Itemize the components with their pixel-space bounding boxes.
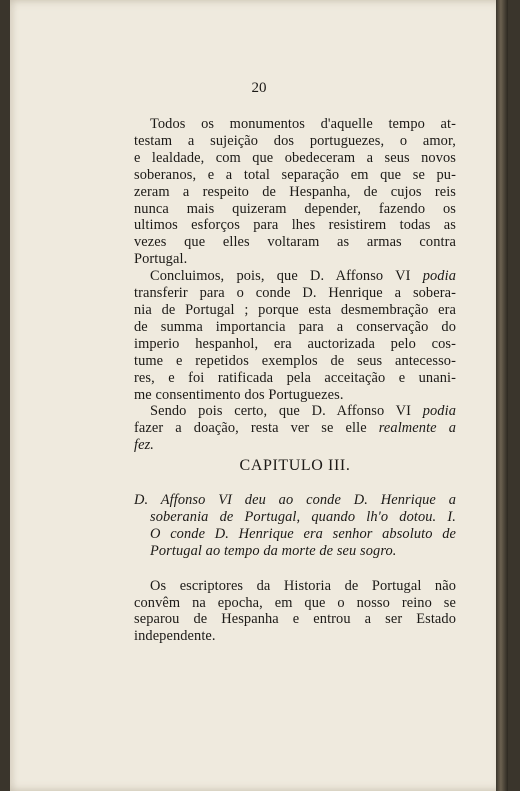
text-line: de summa importancia para a conservação do — [134, 318, 456, 335]
text-line: soberanos, e a total separação em que se pu- — [134, 166, 456, 183]
paragraph-3 — [134, 403, 456, 454]
paragraph-2 — [134, 268, 456, 403]
italic-word: realmente a — [378, 420, 456, 437]
text-line: tume e repetidos exemplos de seus antecesso- — [134, 352, 456, 369]
text-line — [134, 403, 456, 420]
text-line — [134, 268, 456, 285]
italic-word: fez. — [134, 437, 154, 454]
text-line: nia de Portugal ; porque esta desmembração era — [134, 301, 456, 318]
text-line: nunca mais quizeram depender, fazendo os — [134, 200, 456, 217]
book-page — [10, 0, 508, 791]
text-line: transferir para o conde D. Henrique a sobera- — [134, 285, 456, 302]
text-segment: fazer a doação, resta ver se elle — [134, 420, 379, 437]
paragraph-1 — [134, 116, 456, 268]
text-line: testam a sujeição dos portuguezes, o amor, — [134, 132, 456, 149]
text-line: independente. — [134, 628, 216, 645]
paragraph-4 — [134, 578, 456, 646]
summary-line: O conde D. Henrique era senhor absoluto de — [150, 525, 456, 542]
text-line: imperio hespanhol, era auctorizada pelo cos- — [134, 335, 456, 352]
chapter-heading: CAPITULO III. — [239, 457, 351, 475]
text-line: vezes que elles voltaram as armas contra — [134, 234, 456, 251]
page-number: 20 — [251, 80, 267, 96]
italic-word: podia — [422, 403, 456, 420]
text-line: ultimos esforços para lhes resistirem todas as — [134, 217, 456, 234]
text-segment: Sendo pois certo, que D. Affonso VI — [150, 403, 423, 420]
text-line: res, e foi ratificada pela acceitação e unani- — [134, 369, 456, 386]
text-line: e lealdade, com que obedeceram a seus novos — [134, 149, 456, 166]
body-text — [134, 116, 456, 645]
summary-line: soberania de Portugal, quando lh'o dotou. I. — [150, 508, 456, 525]
text-line: me consentimento dos Portuguezes. — [134, 386, 344, 403]
text-line: Os escriptores da Historia de Portugal não — [150, 577, 456, 594]
text-line: zeram a respeito de Hespanha, de cujos reis — [134, 183, 456, 200]
text-line — [134, 437, 456, 454]
spacer — [134, 560, 456, 578]
chapter-summary — [134, 492, 456, 560]
text-line: separou de Hespanha e entrou a ser Estado — [134, 611, 456, 628]
text-line: Portugal. — [134, 251, 188, 268]
summary-line: D. Affonso VI deu ao conde D. Henrique a — [134, 492, 456, 509]
book-spine-shadow — [496, 0, 508, 791]
text-line: convêm na epocha, em que o nosso reino se — [134, 594, 456, 611]
text-segment: Concluimos, pois, que D. Affonso VI — [150, 268, 423, 285]
summary-line: Portugal ao tempo da morte de seu sogro. — [150, 542, 397, 559]
text-line — [134, 420, 456, 437]
text-line: Todos os monumentos d'aquelle tempo at- — [150, 116, 456, 132]
italic-word: podia — [422, 268, 456, 285]
